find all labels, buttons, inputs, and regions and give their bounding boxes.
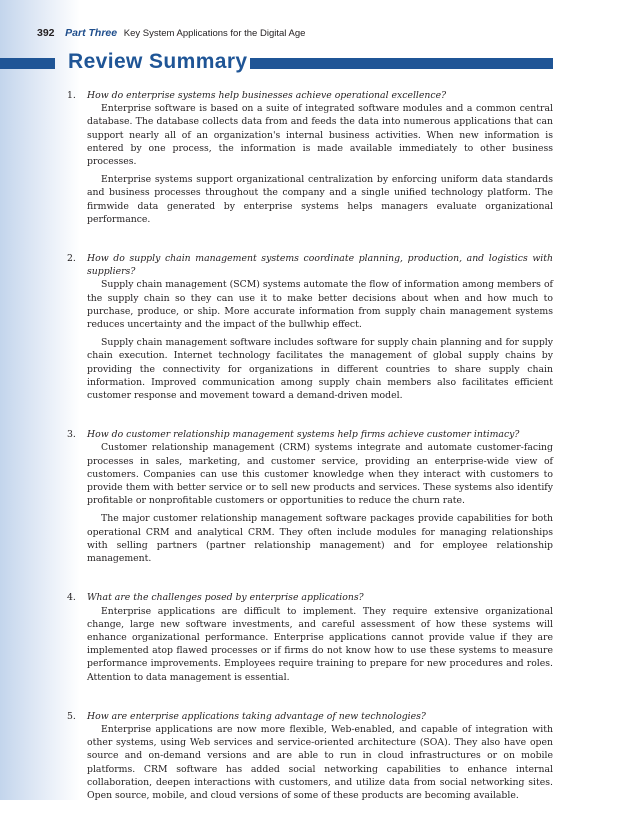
review-section [67,252,553,402]
page-title: Review Summary [68,50,248,73]
title-bar-right [250,58,553,69]
page-number: 392 [37,27,55,39]
part-subtitle: Key System Applications for the Digital Age [123,28,306,39]
question-number: 2. [67,253,76,265]
summary-paragraph: Enterprise systems support organizational centralization by enforcing uniform data standards and business processes throughout the company and a single unified technology platform. The firmwide data generated by enterprise systems helps managers evaluate organizational performance. [87,174,553,225]
question-row [67,591,553,604]
question-text: How do supply chain management systems coordinate planning, production, and logistics with suppliers? [87,253,553,278]
question-text: How are enterprise applications taking advantage of new technologies? [87,710,426,722]
running-header [37,27,305,39]
summary-paragraph: Enterprise applications are difficult to implement. They require extensive organizational change, large new software investments, and careful assessment of how these systems will enhance organizational performance. Enterprise applications cannot provide value if they are implemented atop flawed processes or if firms do not know how to use these systems to measure performance improvements. Employees require training to prepare for new procedures and roles. Attention to data management is essential. [87,605,553,683]
question-row [67,710,553,723]
question-number: 4. [67,592,76,604]
question-number: 3. [67,429,76,441]
review-section [67,710,553,802]
question-row [67,89,553,102]
question-number: 1. [67,90,76,101]
question-row [67,252,553,278]
question-text: What are the challenges posed by enterprise applications? [87,592,364,604]
summary-paragraph: Supply chain management (SCM) systems automate the flow of information among members of the supply chain so they can use it to make better decisions about when and how much to purchase, produce, or ship. More accurate information from supply chain management systems reduces uncertainty and the impact of the bullwhip effect. [87,279,553,331]
question-text: How do enterprise systems help businesses achieve operational excellence? [87,90,447,101]
question-text: How do customer relationship management systems help firms achieve customer intimacy? [87,429,520,441]
summary-paragraph: The major customer relationship management software packages provide capabilities for both operational CRM and analytical CRM. They often include modules for managing relationships with selling partners (partner relationship management) and for employee relationship management. [87,513,553,565]
review-section [67,89,553,226]
summary-paragraph: Enterprise applications are now more flexible, Web-enabled, and capable of integration with other systems, using Web services and service-oriented architecture (SOA). They also have open source and on-demand versions and are able to run in cloud infrastructures or on mobile platforms. CRM software has added social networking capabilities to enhance internal collaboration, deepen interactions with customers, and utilize data from social networking sites. Open source, mobile, and cloud versions of some of these products are becoming available. [87,723,553,801]
review-content [67,89,553,828]
summary-paragraph: Customer relationship management (CRM) systems integrate and automate customer-facing processes in sales, marketing, and customer service, providing an enterprise-wide view of customers. Companies can use this customer knowledge when they interact with customers to provide them with better service or to sell new products and services. These systems also identify profitable or nonprofitable customers or opportunities to reduce the churn rate. [87,442,553,507]
review-section [67,428,553,565]
title-row [0,50,625,74]
summary-paragraph: Enterprise software is based on a suite of integrated software modules and a common central database. The database collects data from and feeds the data into numerous applications that can support nearly all of an organization's internal business activities. When new information is entered by one process, the information is made available immediately to other business processes. [87,103,553,168]
summary-paragraph: Supply chain management software includes software for supply chain planning and for supply chain execution. Internet technology facilitates the management of global supply chains by providing the connectivity for organizations in different countries to share supply chain information. Improved communication among supply chain members also facilitates efficient customer response and movement toward a demand-driven model. [87,337,553,402]
review-section [67,591,553,683]
question-row [67,428,553,441]
question-number: 5. [67,710,76,722]
title-bar-left [0,58,55,69]
part-label: Part Three [65,27,118,39]
